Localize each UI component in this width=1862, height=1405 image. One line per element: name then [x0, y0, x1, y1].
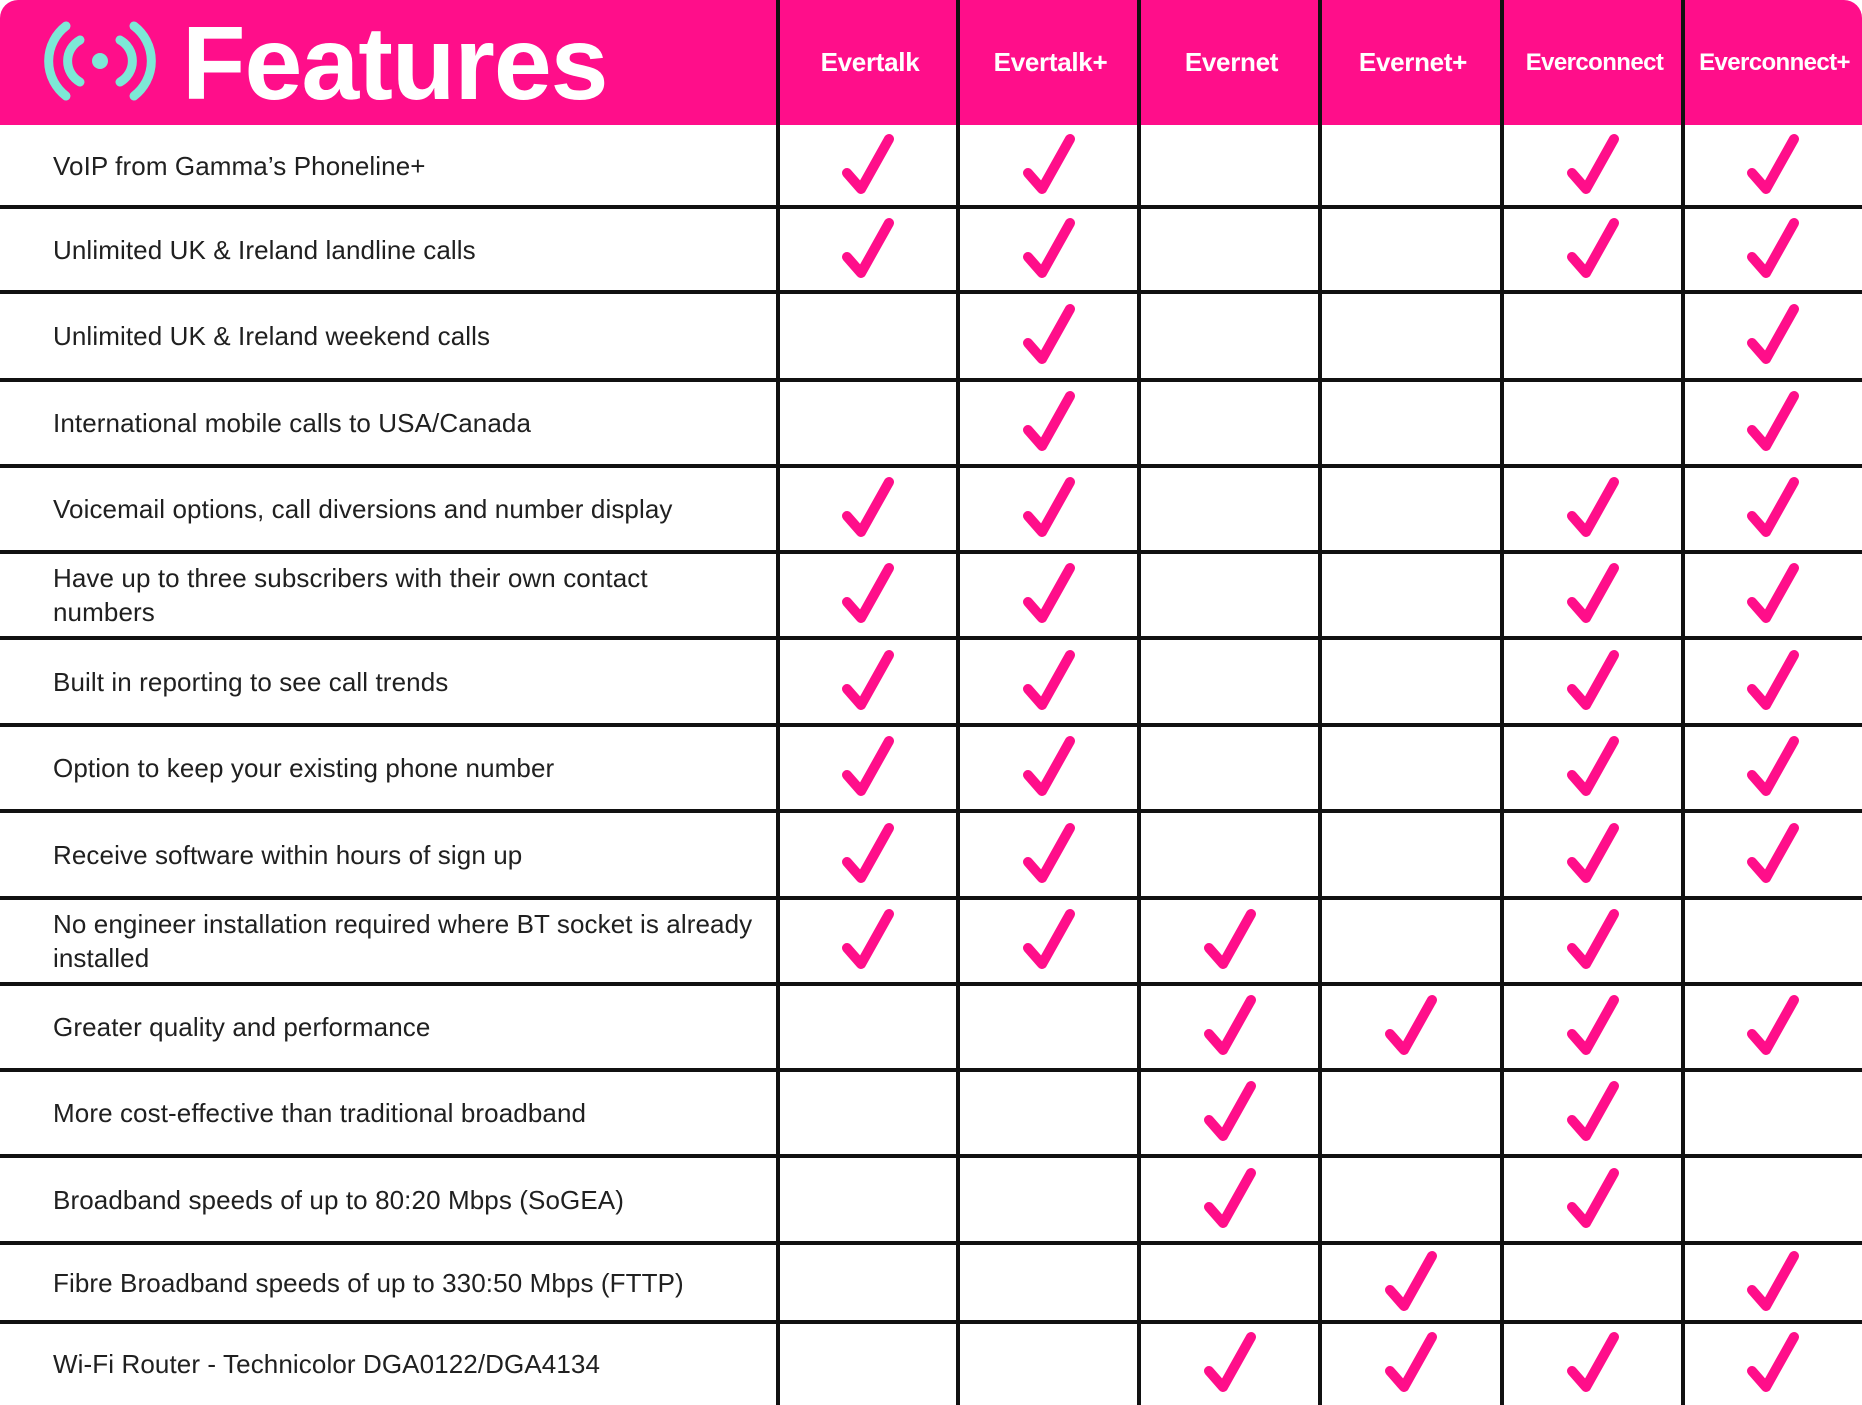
plan-cell-everconnect-plus: [1683, 125, 1862, 207]
checkmark-icon: [1564, 562, 1622, 628]
plan-cell-everconnect-plus: [1683, 1243, 1862, 1322]
plan-header-evernet: Evernet: [1184, 47, 1279, 77]
checkmark-icon: [1744, 303, 1802, 369]
checkmark-icon: [1201, 1331, 1259, 1397]
plan-cell-evertalk-plus: [958, 552, 1139, 638]
checkmark-icon: [839, 649, 897, 715]
plan-cell-evertalk-plus: [958, 984, 1139, 1070]
feature-label: Fibre Broadband speeds of up to 330:50 Mbps (FTTP): [53, 1267, 684, 1298]
plan-cell-everconnect: [1502, 466, 1683, 552]
feature-row: [0, 1243, 1862, 1322]
plan-cell-evertalk: [778, 1156, 958, 1243]
plan-cell-evernet: [1139, 1243, 1320, 1322]
plan-cell-evernet-plus: [1320, 552, 1502, 638]
checkmark-icon: [1020, 476, 1078, 542]
checkmark-icon: [1564, 1167, 1622, 1233]
checkmark-icon: [1744, 994, 1802, 1060]
plan-cell-everconnect: [1502, 380, 1683, 466]
checkmark-icon: [1020, 217, 1078, 283]
plan-cell-evernet: [1139, 1156, 1320, 1243]
checkmark-icon: [1201, 994, 1259, 1060]
plan-cell-evertalk: [778, 1243, 958, 1322]
plan-cell-evernet: [1139, 984, 1320, 1070]
feature-row: [0, 1070, 1862, 1156]
plan-cell-everconnect: [1502, 1243, 1683, 1322]
feature-label: VoIP from Gamma’s Phoneline+: [53, 151, 426, 181]
plan-cell-evernet: [1139, 292, 1320, 380]
checkmark-icon: [1020, 562, 1078, 628]
plan-cell-everconnect-plus: [1683, 898, 1862, 984]
feature-row: [0, 984, 1862, 1070]
row-divider: [0, 1068, 1862, 1072]
checkmark-icon: [1744, 1331, 1802, 1397]
plan-cell-evertalk-plus: [958, 292, 1139, 380]
checkmark-icon: [1382, 1331, 1440, 1397]
feature-label: Unlimited UK & Ireland weekend calls: [53, 321, 491, 351]
row-divider: [0, 982, 1862, 986]
plan-cell-everconnect-plus: [1683, 1156, 1862, 1243]
plan-cell-everconnect: [1502, 984, 1683, 1070]
plan-cell-everconnect-plus: [1683, 292, 1862, 380]
plan-cell-everconnect-plus: [1683, 1070, 1862, 1156]
plan-cell-everconnect-plus: [1683, 552, 1862, 638]
plan-cell-everconnect-plus: [1683, 638, 1862, 725]
plan-cell-everconnect: [1502, 207, 1683, 292]
page-title: Features: [182, 6, 608, 122]
plan-cell-evernet: [1139, 725, 1320, 811]
feature-label: No engineer installation required where BT socket is already installed: [53, 909, 753, 973]
row-divider: [0, 1241, 1862, 1245]
row-divider: [0, 1320, 1862, 1324]
plan-cell-evernet-plus: [1320, 466, 1502, 552]
plan-cell-evertalk: [778, 898, 958, 984]
feature-label: Unlimited UK & Ireland landline calls: [53, 234, 476, 265]
feature-row: [0, 1322, 1862, 1405]
checkmark-icon: [839, 735, 897, 801]
feature-row: [0, 380, 1862, 466]
plan-cell-evertalk: [778, 1070, 958, 1156]
plan-cell-evertalk: [778, 984, 958, 1070]
plan-cell-evernet-plus: [1320, 125, 1502, 207]
plan-cell-evernet-plus: [1320, 207, 1502, 292]
plan-cell-evernet-plus: [1320, 1070, 1502, 1156]
checkmark-icon: [1564, 1080, 1622, 1146]
checkmark-icon: [839, 217, 897, 283]
checkmark-icon: [1020, 303, 1078, 369]
feature-label: International mobile calls to USA/Canada: [53, 408, 532, 438]
plan-cell-everconnect-plus: [1683, 466, 1862, 552]
checkmark-icon: [1564, 649, 1622, 715]
row-divider: [0, 205, 1862, 209]
plan-cell-evernet: [1139, 811, 1320, 898]
checkmark-icon: [1382, 1250, 1440, 1316]
plan-cell-evernet-plus: [1320, 898, 1502, 984]
plan-cell-everconnect: [1502, 292, 1683, 380]
plan-cell-evertalk-plus: [958, 811, 1139, 898]
feature-row: [0, 207, 1862, 292]
column-divider: [956, 0, 960, 1405]
plan-cell-evernet: [1139, 207, 1320, 292]
checkmark-icon: [1564, 994, 1622, 1060]
feature-label: More cost-effective than traditional broadband: [53, 1098, 587, 1128]
plan-cell-evernet: [1139, 638, 1320, 725]
column-divider: [1500, 0, 1504, 1405]
checkmark-icon: [839, 822, 897, 888]
feature-label: Greater quality and performance: [53, 1012, 431, 1042]
plan-cell-everconnect-plus: [1683, 380, 1862, 466]
checkmark-icon: [1564, 476, 1622, 542]
plan-cell-evertalk: [778, 125, 958, 207]
checkmark-icon: [1564, 133, 1622, 199]
checkmark-icon: [839, 476, 897, 542]
plan-cell-everconnect: [1502, 125, 1683, 207]
plan-cell-everconnect-plus: [1683, 1322, 1862, 1405]
plan-cell-everconnect: [1502, 1156, 1683, 1243]
plan-cell-evertalk-plus: [958, 125, 1139, 207]
plan-header-everconnect-plus: Everconnect+: [1699, 49, 1850, 76]
plan-cell-evernet: [1139, 552, 1320, 638]
checkmark-icon: [1744, 217, 1802, 283]
plan-header-evertalk-plus: Evertalk+: [993, 47, 1108, 77]
row-divider: [0, 1154, 1862, 1158]
feature-row: [0, 811, 1862, 898]
column-divider: [1318, 0, 1322, 1405]
plan-header-evertalk: Evertalk: [820, 47, 920, 77]
row-divider: [0, 378, 1862, 382]
row-divider: [0, 636, 1862, 640]
checkmark-icon: [1382, 994, 1440, 1060]
feature-label: Receive software within hours of sign up: [53, 839, 523, 870]
plan-cell-evernet-plus: [1320, 292, 1502, 380]
column-divider: [1137, 0, 1141, 1405]
feature-row: [0, 466, 1862, 552]
plan-cell-evernet-plus: [1320, 725, 1502, 811]
plan-cell-evertalk: [778, 207, 958, 292]
checkmark-icon: [1564, 735, 1622, 801]
plan-cell-evertalk-plus: [958, 207, 1139, 292]
checkmark-icon: [1744, 649, 1802, 715]
plan-cell-everconnect: [1502, 725, 1683, 811]
plan-cell-evernet: [1139, 898, 1320, 984]
checkmark-icon: [839, 133, 897, 199]
plan-cell-evernet-plus: [1320, 1156, 1502, 1243]
checkmark-icon: [1564, 1331, 1622, 1397]
checkmark-icon: [1564, 217, 1622, 283]
row-divider: [0, 723, 1862, 727]
plan-cell-evertalk: [778, 638, 958, 725]
plan-cell-everconnect: [1502, 638, 1683, 725]
checkmark-icon: [1201, 1080, 1259, 1146]
plan-cell-evertalk: [778, 811, 958, 898]
plan-cell-evernet-plus: [1320, 638, 1502, 725]
plan-cell-everconnect: [1502, 811, 1683, 898]
checkmark-icon: [1020, 133, 1078, 199]
column-divider: [1681, 0, 1685, 1405]
plan-cell-everconnect: [1502, 552, 1683, 638]
feature-label: Wi-Fi Router - Technicolor DGA0122/DGA4134: [53, 1348, 601, 1379]
checkmark-icon: [1744, 822, 1802, 888]
plan-cell-evertalk-plus: [958, 466, 1139, 552]
checkmark-icon: [1020, 822, 1078, 888]
plan-cell-evernet: [1139, 466, 1320, 552]
plan-header-everconnect: Everconnect: [1525, 49, 1664, 76]
feature-row: [0, 292, 1862, 380]
checkmark-icon: [1744, 133, 1802, 199]
plan-cell-evertalk-plus: [958, 1070, 1139, 1156]
checkmark-icon: [1020, 735, 1078, 801]
plan-cell-evernet-plus: [1320, 1243, 1502, 1322]
plan-cell-everconnect-plus: [1683, 984, 1862, 1070]
plan-cell-evertalk: [778, 292, 958, 380]
plan-cell-evertalk: [778, 552, 958, 638]
plan-cell-evernet: [1139, 1322, 1320, 1405]
plan-cell-evernet-plus: [1320, 1322, 1502, 1405]
row-divider: [0, 464, 1862, 468]
checkmark-icon: [1201, 1167, 1259, 1233]
plan-cell-everconnect: [1502, 1322, 1683, 1405]
plan-cell-evertalk-plus: [958, 380, 1139, 466]
signal-waves-icon: [44, 18, 156, 104]
column-divider: [776, 0, 780, 1405]
feature-label: Option to keep your existing phone number: [53, 753, 555, 783]
checkmark-icon: [1744, 1250, 1802, 1316]
feature-row: [0, 898, 1862, 984]
plan-cell-evertalk-plus: [958, 898, 1139, 984]
row-divider: [0, 896, 1862, 900]
plan-cell-evertalk: [778, 466, 958, 552]
feature-row: [0, 552, 1862, 638]
plan-cell-evernet-plus: [1320, 811, 1502, 898]
row-divider: [0, 290, 1862, 294]
plan-cell-evertalk-plus: [958, 1322, 1139, 1405]
checkmark-icon: [1744, 476, 1802, 542]
checkmark-icon: [1020, 908, 1078, 974]
row-divider: [0, 550, 1862, 554]
feature-row: [0, 638, 1862, 725]
plan-cell-evernet: [1139, 380, 1320, 466]
checkmark-icon: [1564, 908, 1622, 974]
plan-cell-evertalk-plus: [958, 638, 1139, 725]
feature-row: [0, 125, 1862, 207]
row-divider: [0, 809, 1862, 813]
plan-cell-evertalk-plus: [958, 1156, 1139, 1243]
checkmark-icon: [1744, 562, 1802, 628]
plan-cell-everconnect-plus: [1683, 725, 1862, 811]
feature-label: Built in reporting to see call trends: [53, 666, 449, 697]
plan-cell-evernet: [1139, 1070, 1320, 1156]
plan-cell-evernet-plus: [1320, 380, 1502, 466]
feature-row: [0, 1156, 1862, 1243]
feature-row: [0, 725, 1862, 811]
checkmark-icon: [1744, 735, 1802, 801]
feature-label: Voicemail options, call diversions and number display: [53, 494, 673, 524]
plan-cell-everconnect-plus: [1683, 811, 1862, 898]
checkmark-icon: [1744, 390, 1802, 456]
plan-cell-evertalk: [778, 380, 958, 466]
checkmark-icon: [1201, 908, 1259, 974]
plan-cell-everconnect: [1502, 898, 1683, 984]
checkmark-icon: [839, 562, 897, 628]
plan-cell-evernet-plus: [1320, 984, 1502, 1070]
plan-cell-everconnect: [1502, 1070, 1683, 1156]
plan-cell-evertalk-plus: [958, 1243, 1139, 1322]
checkmark-icon: [839, 908, 897, 974]
checkmark-icon: [1020, 649, 1078, 715]
checkmark-icon: [1020, 390, 1078, 456]
checkmark-icon: [1564, 822, 1622, 888]
plan-cell-everconnect-plus: [1683, 207, 1862, 292]
feature-label: Have up to three subscribers with their own contact numbers: [53, 563, 648, 627]
plan-cell-evertalk: [778, 725, 958, 811]
plan-cell-evertalk: [778, 1322, 958, 1405]
plan-cell-evernet: [1139, 125, 1320, 207]
plan-cell-evertalk-plus: [958, 725, 1139, 811]
plan-header-evernet-plus: Evernet+: [1358, 47, 1468, 77]
feature-label: Broadband speeds of up to 80:20 Mbps (SoGEA): [53, 1184, 624, 1215]
